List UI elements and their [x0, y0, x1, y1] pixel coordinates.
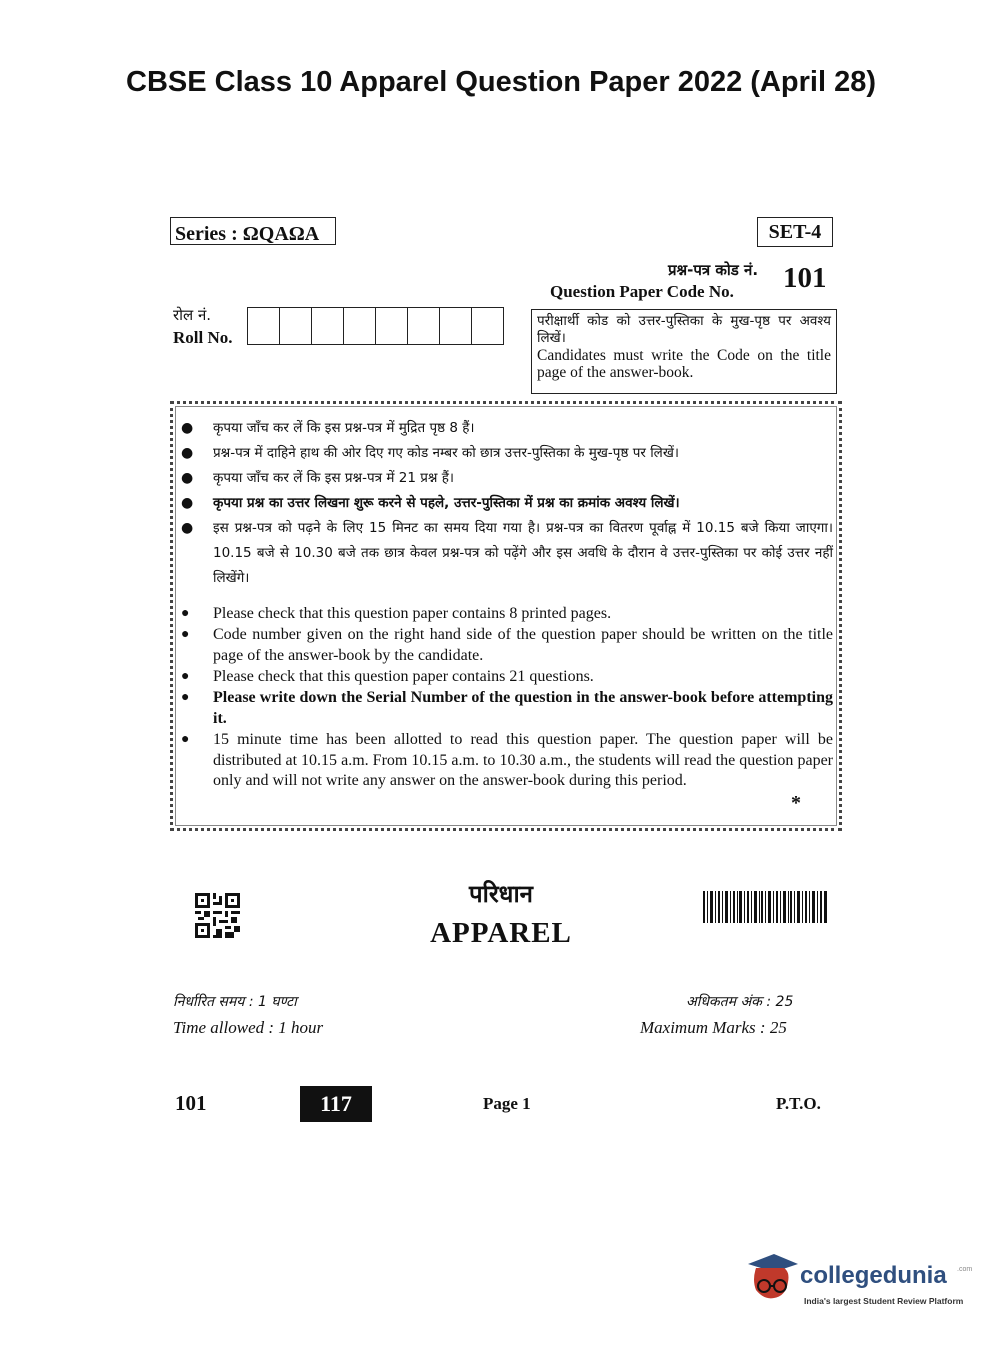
question-code-label: Question Paper Code No. — [550, 282, 734, 301]
roll-cell — [344, 308, 376, 344]
roll-cell — [312, 308, 344, 344]
set-label: SET-4 — [757, 217, 833, 247]
collegedunia-logo-icon — [744, 1250, 800, 1310]
roll-number-boxes — [247, 307, 504, 345]
instruction-english-5: ● 15 minute time has been allotted to read this question paper. The question paper will be distributed at 10.15 a.m. From 10.15 a.m. to 10.30 a.m., the students will read the question paper only and will not write any answer on the answer-book during this period. — [181, 731, 833, 789]
brand-name: collegedunia — [800, 1262, 947, 1289]
instruction-english-2: ● Code number given on the right hand side of the question paper should be written on the title page of the answer-book by the candidate. — [181, 626, 833, 664]
instruction-hindi-5: ● इस प्रश्न-पत्र को पढ़ने के लिए 15 मिनट का समय दिया गया है। प्रश्न-पत्र का वितरण पूर्वाह्न में 10.15 बजे किया जाएगा। 10.15 बजे से 10.30 बजे तक छात्र केवल प्रश्न-पत्र को पढ़ेंगे और इस अवधि के दौरान वे उत्तर-पुस्तिका पर कोई उत्तर नहीं लिखेंगे। — [181, 520, 833, 586]
roll-cell — [472, 308, 503, 344]
star-mark: * — [791, 792, 801, 814]
pto-label: P.T.O. — [776, 1094, 821, 1113]
time-allowed: Time allowed : 1 hour — [173, 1018, 324, 1037]
code-note-box — [531, 309, 837, 394]
roll-cell — [280, 308, 312, 344]
footer-number-box: 117 — [300, 1086, 372, 1122]
code-note-hindi: परीक्षार्थी कोड को उत्तर-पुस्तिका के मुख-पृष्ठ पर अवश्य लिखें। — [537, 313, 831, 346]
roll-cell — [248, 308, 280, 344]
instruction-hindi-4: ● कृपया प्रश्न का उत्तर लिखना शुरू करने से पहले, उत्तर-पुस्तिका में प्रश्न का क्रमांक अवश्य लिखें। — [181, 495, 680, 511]
code-note-english: Candidates must write the Code on the title page of the answer-book. — [537, 347, 831, 381]
subject-title-hindi: परिधान — [469, 880, 533, 908]
instructions-box — [170, 401, 842, 831]
series-label: Series : ΩQAΩA — [170, 217, 336, 245]
subject-title: APPAREL — [430, 917, 572, 949]
roll-cell — [440, 308, 472, 344]
question-code-label-hindi: प्रश्न-पत्र कोड नं. — [668, 261, 759, 279]
maximum-marks-hindi: अधिकतम अंक : 25 — [686, 994, 794, 1010]
instruction-english-3: ● Please check that this question paper contains 21 questions. — [181, 668, 594, 685]
page-number: Page 1 — [483, 1094, 531, 1113]
roll-cell — [376, 308, 408, 344]
instruction-hindi-2: ● प्रश्न-पत्र में दाहिने हाथ की ओर दिए गए कोड नम्बर को छात्र उत्तर-पुस्तिका के मुख-पृष्ठ पर लिखें। — [181, 445, 679, 461]
brand-domain: .com — [957, 1266, 973, 1273]
instruction-english-4: ● Please write down the Serial Number of the question in the answer-book before attempting it. — [181, 689, 833, 727]
page-title: CBSE Class 10 Apparel Question Paper 2022 (April 28) — [126, 66, 876, 98]
roll-label: Roll No. — [173, 328, 233, 347]
question-code-number: 101 — [783, 262, 827, 294]
footer-code: 101 — [175, 1091, 207, 1115]
instruction-english-1: ● Please check that this question paper contains 8 printed pages. — [181, 605, 612, 622]
maximum-marks: Maximum Marks : 25 — [640, 1018, 787, 1037]
roll-label-hindi: रोल नं. — [173, 306, 212, 324]
time-allowed-hindi: निर्धारित समय : 1 घण्टा — [173, 994, 297, 1010]
instruction-hindi-3: ● कृपया जाँच कर लें कि इस प्रश्न-पत्र में 21 प्रश्न हैं। — [181, 470, 455, 486]
roll-cell — [408, 308, 440, 344]
brand-tagline: India's largest Student Review Platform — [804, 1296, 964, 1306]
instruction-hindi-1: ● कृपया जाँच कर लें कि इस प्रश्न-पत्र में मुद्रित पृष्ठ 8 हैं। — [181, 420, 475, 436]
